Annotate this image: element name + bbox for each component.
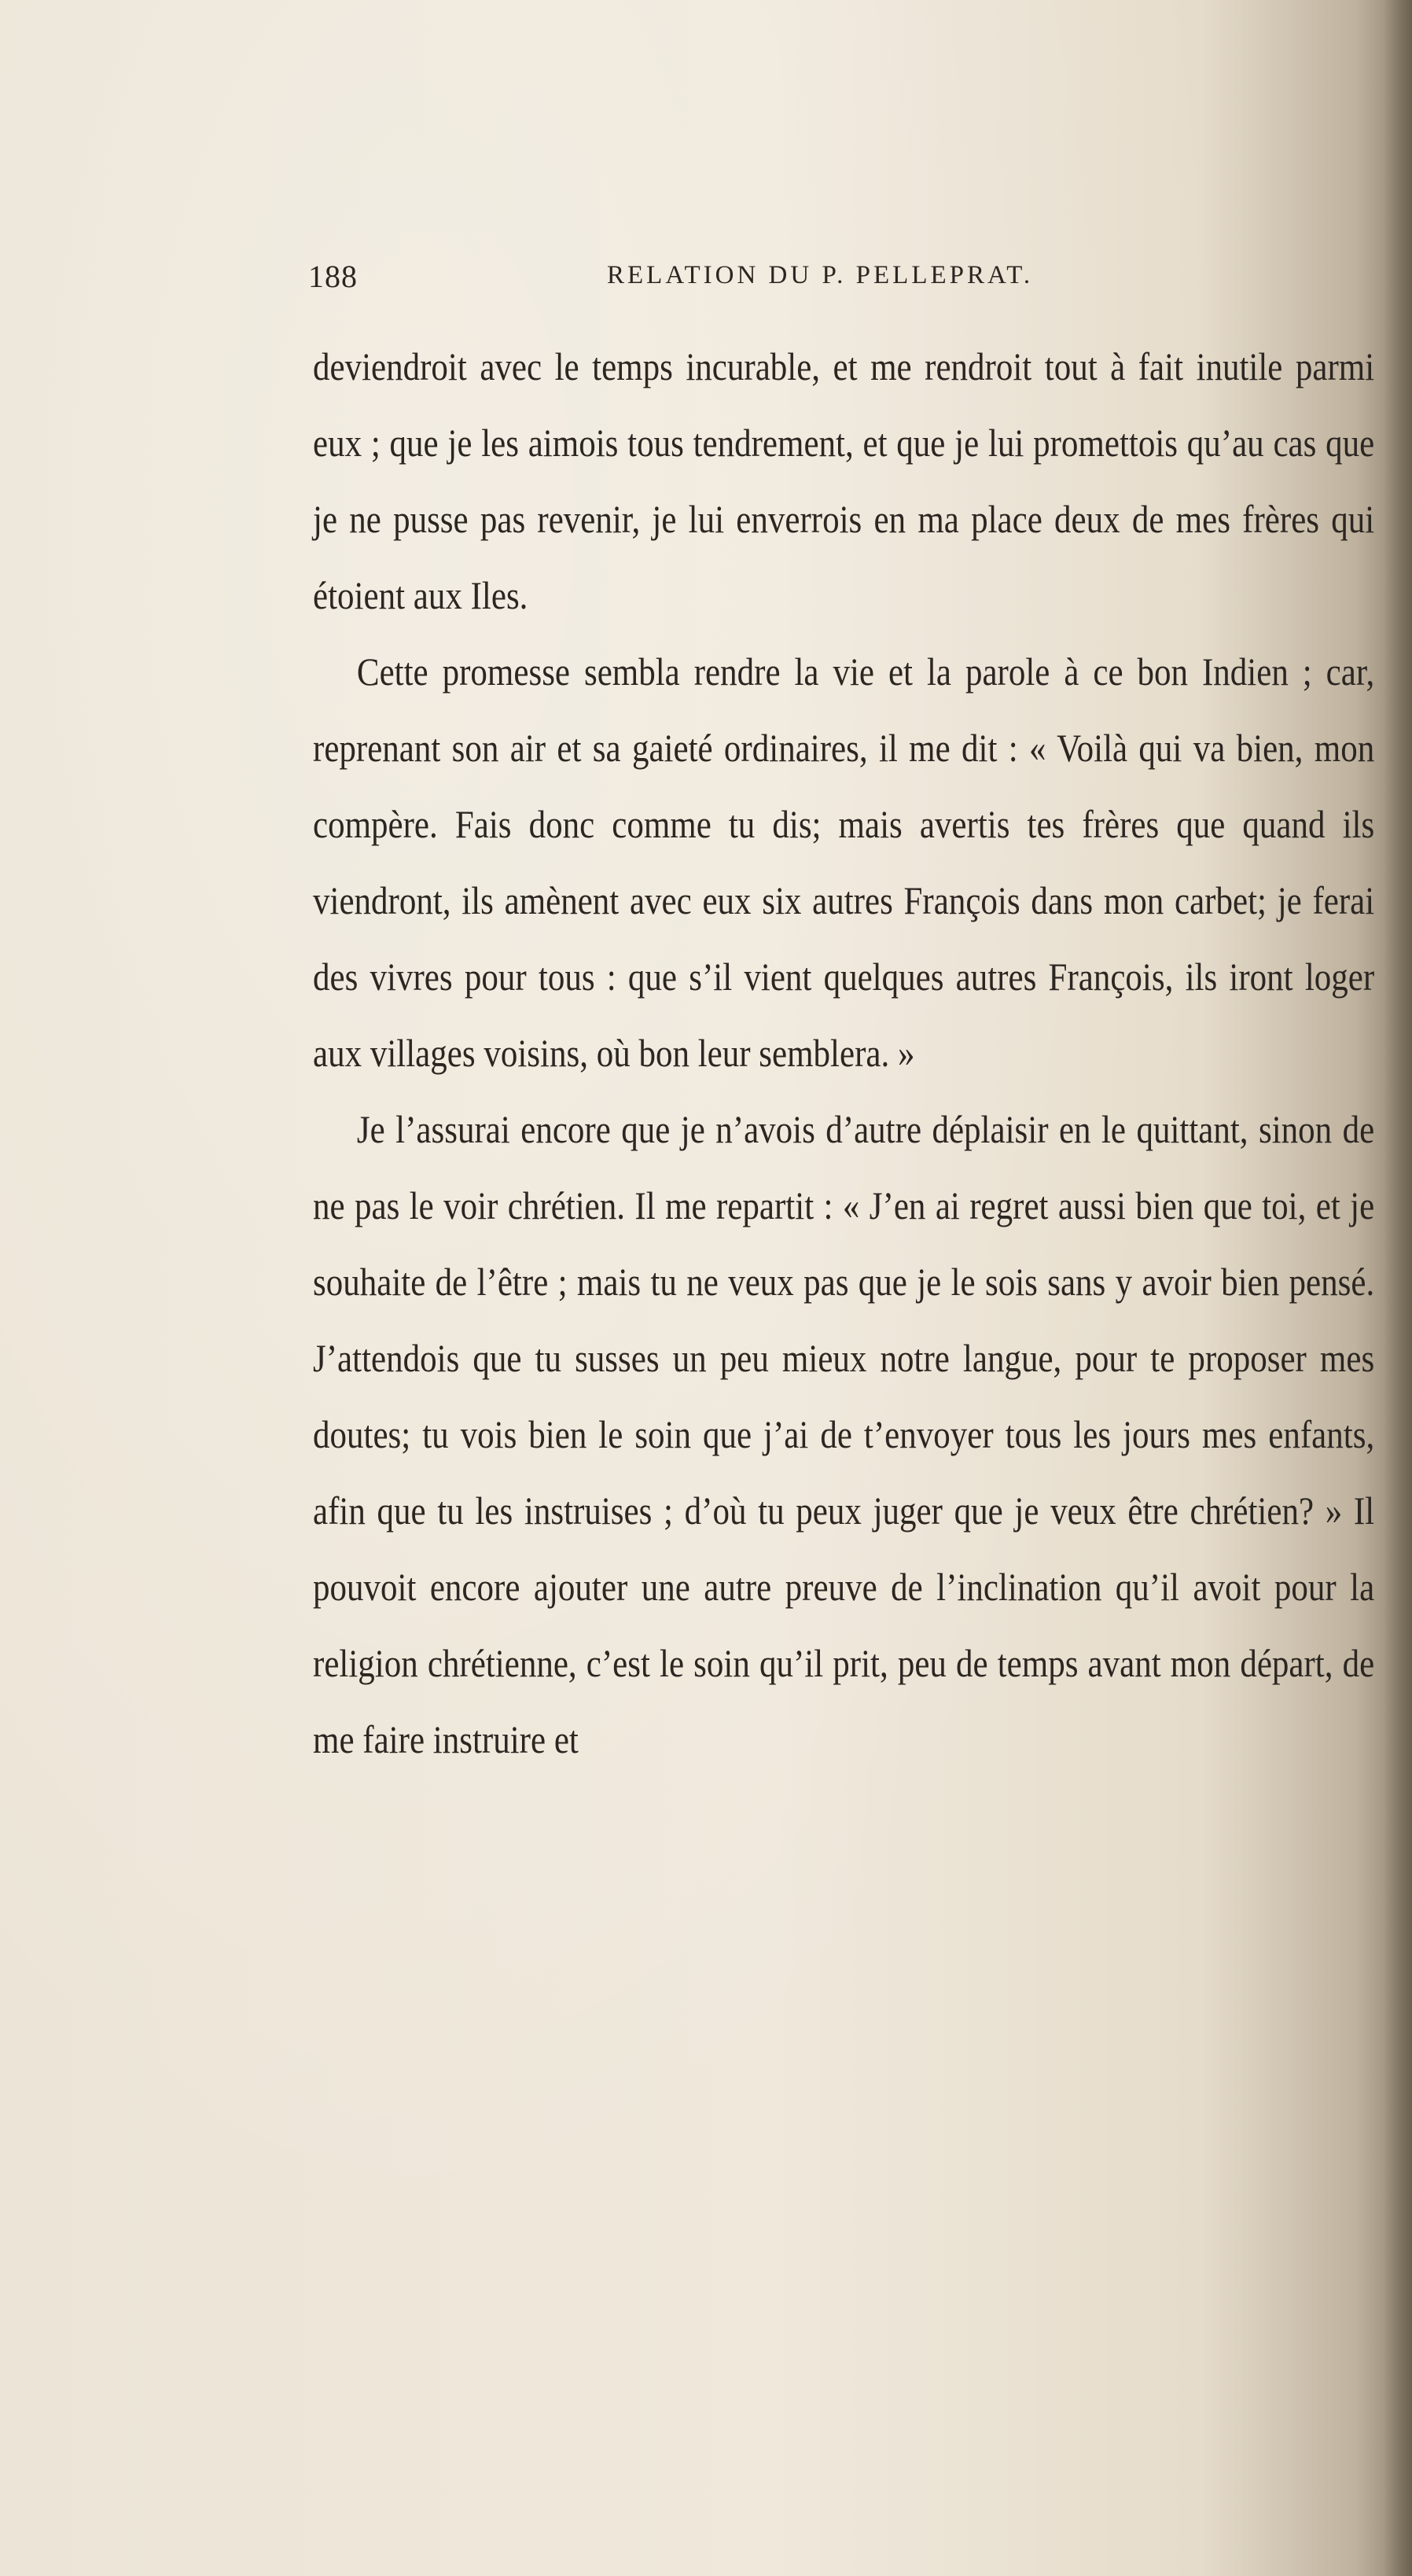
page-header xyxy=(308,258,1094,305)
paragraph-3: Je l’assurai encore que je n’avois d’autre déplaisir en le quittant, sinon de ne pas le voir chrétien. Il me repartit : « J’en ai regret aussi bien que toi, et je souhaite de l’être ; mais tu ne veux pas que je le sois sans y avoir bien pensé. J’attendois que tu susses un peu mieux notre langue, pour te proposer mes doutes; tu vois bien le soin que j’ai de t’envoyer tous les jours mes enfants, afin que tu les instruises ; d’où tu peux juger que je veux être chrétien? » Il pouvoit encore ajouter une autre preuve de l’inclination qu’il avoit pour la religion chrétienne, c’est le soin qu’il prit, peu de temps avant mon départ, de me faire instruire et xyxy=(313,1107,1375,1761)
paragraph-1: deviendroit avec le temps incurable, et me rendroit tout à fait inutile parmi eux ; que je les aimois tous tendrement, et que je lui promettois qu’au cas que je ne pusse pas revenir, je lui enverrois en ma place deux de mes frères qui étoient aux Iles. xyxy=(313,344,1375,617)
body-text xyxy=(313,329,1374,1778)
paragraph-2: Cette promesse sembla rendre la vie et la parole à ce bon Indien ; car, reprenant son air et sa gaieté ordinaires, il me dit : « Voilà qui va bien, mon compère. Fais donc comme tu dis; mais avertis tes frères que quand ils viendront, ils amènent avec eux six autres François dans mon carbet; je ferai des vivres pour tous : que s’il vient quelques autres François, ils iront loger aux villages voisins, où bon leur semblera. » xyxy=(313,650,1375,1075)
page-gutter-shadow xyxy=(1384,0,1412,2576)
page-number: 188 xyxy=(308,259,358,294)
running-head: RELATION DU P. PELLEPRAT. xyxy=(607,261,1034,289)
